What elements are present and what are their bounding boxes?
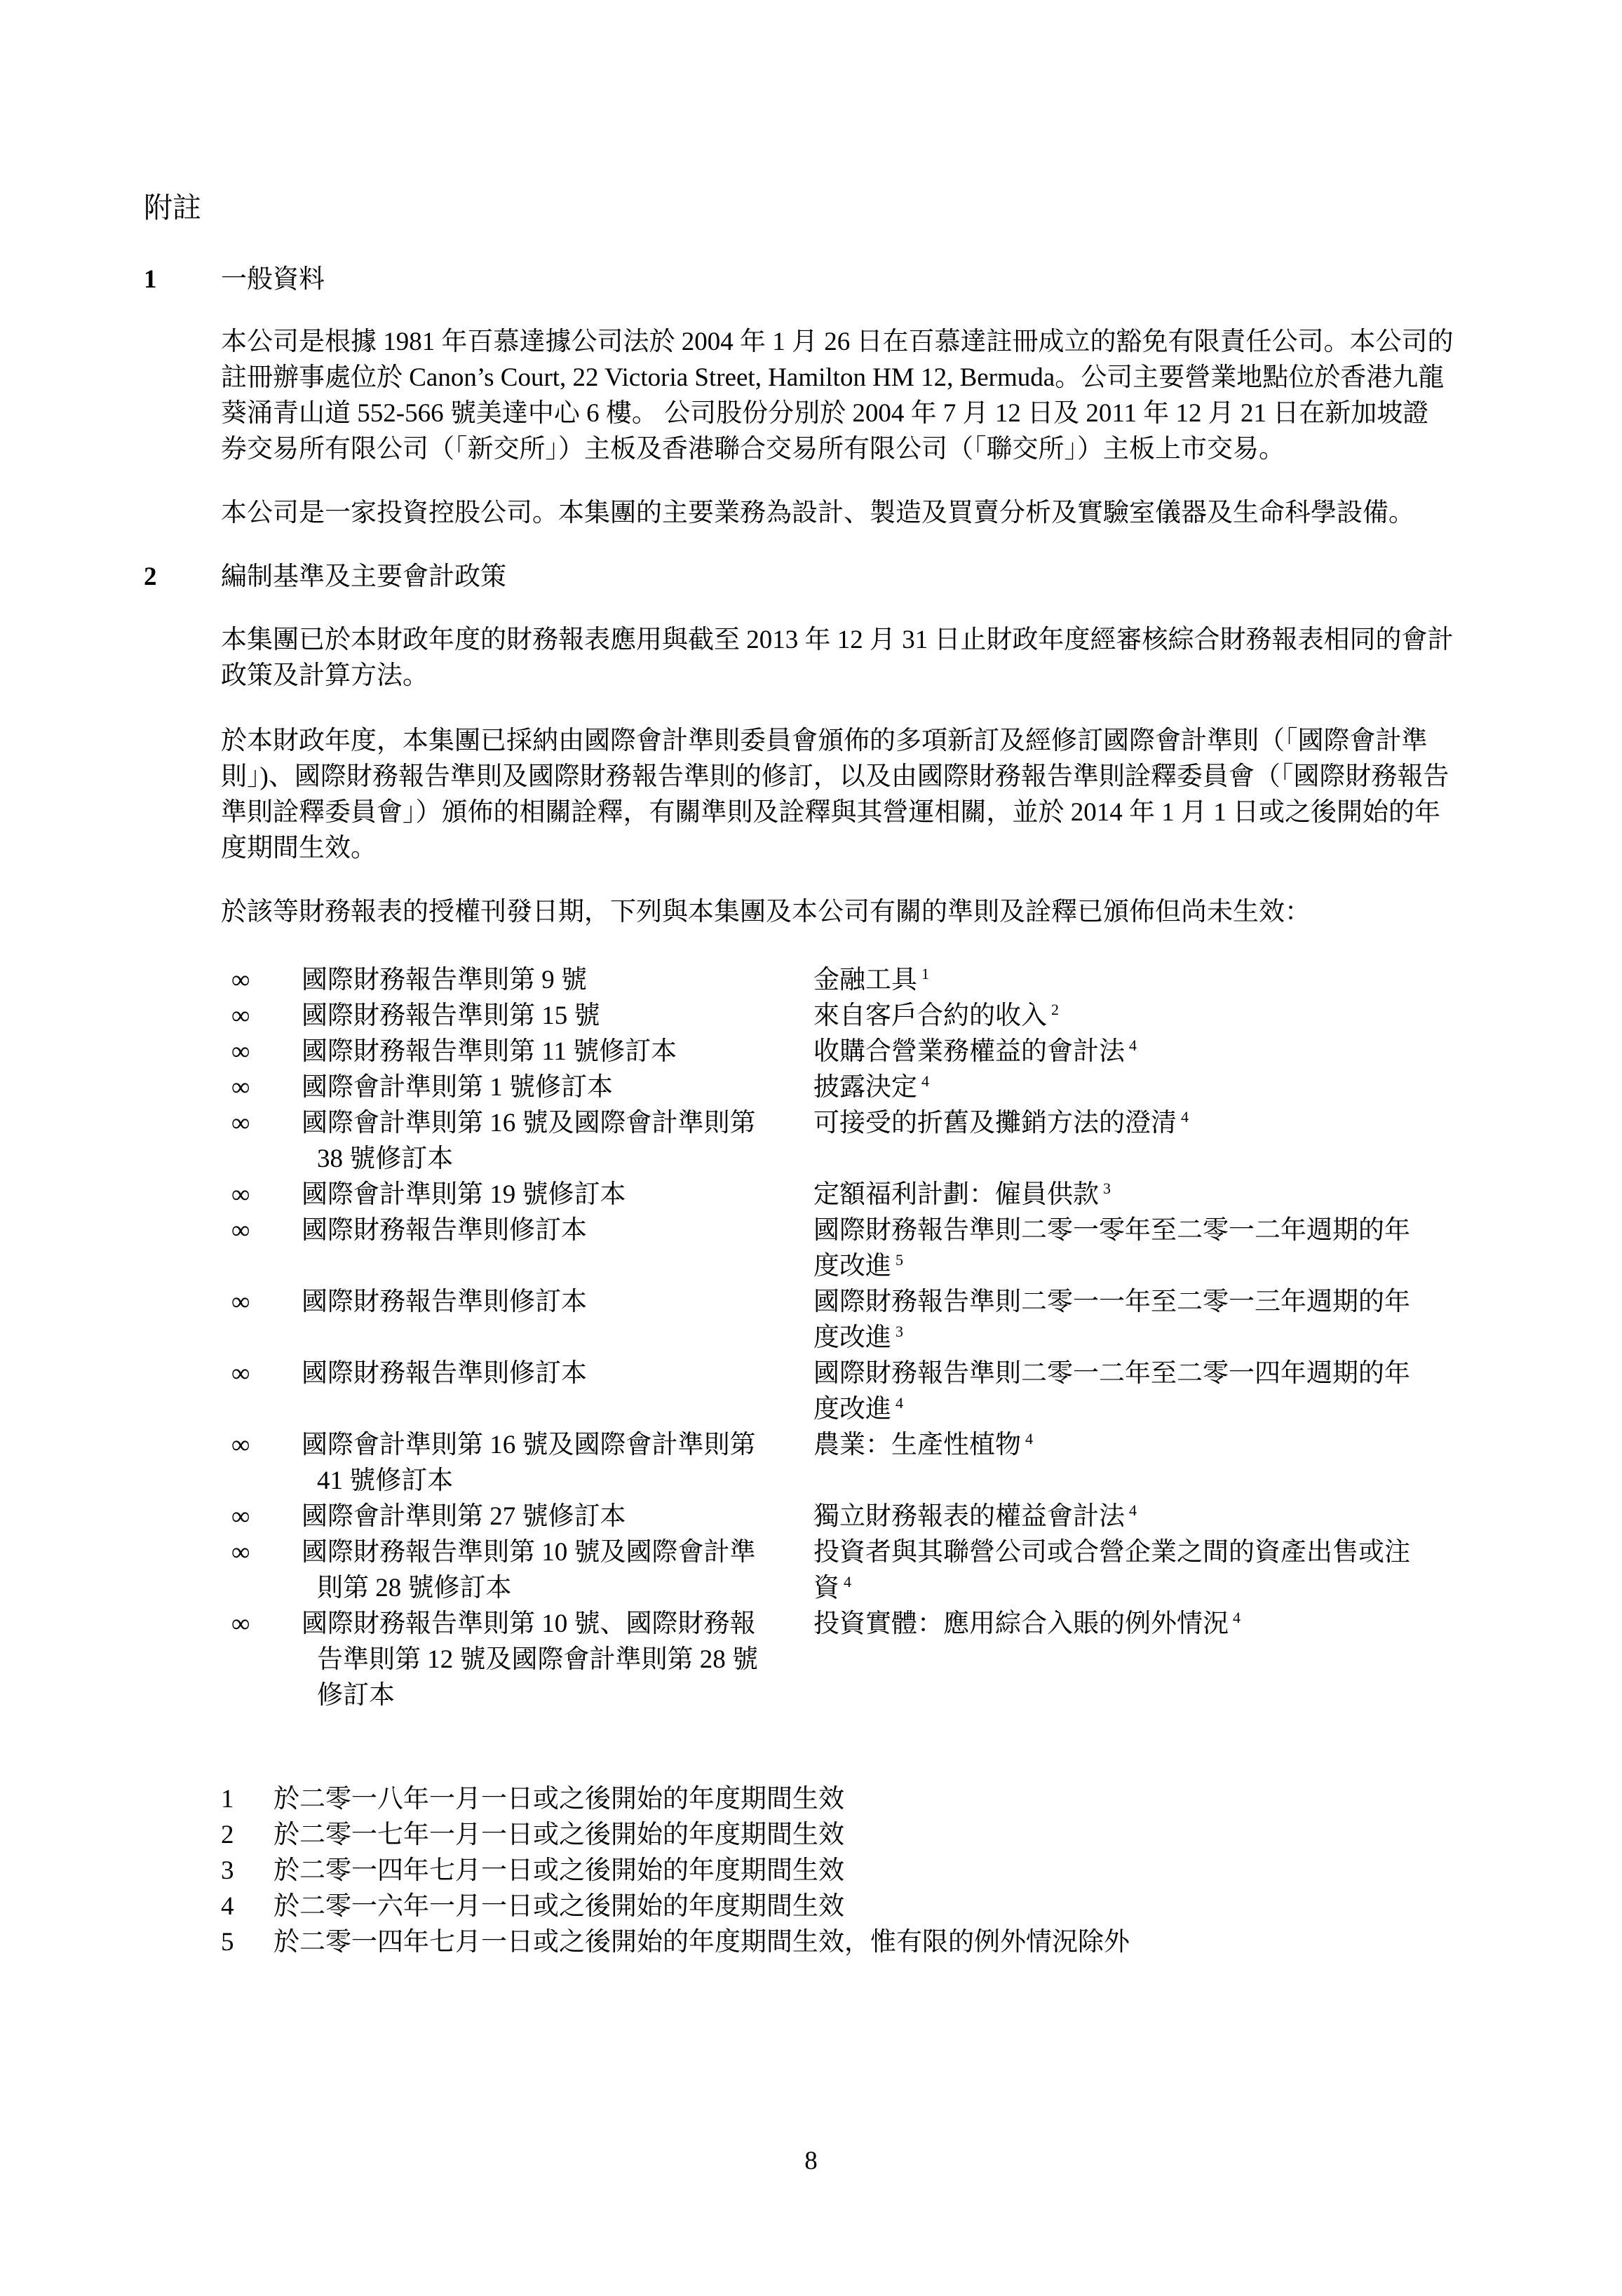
- standard-description: [813, 1606, 1480, 1642]
- bullet-symbol: ∞: [231, 1001, 250, 1030]
- list-item: [231, 1105, 1480, 1177]
- paragraph-line: 券交易所有限公司（「新交所」）主板及香港聯合交易所有限公司（「聯交所」）主板上市交易。: [221, 435, 1285, 464]
- standard-description: [813, 1534, 1480, 1606]
- paragraph-line: 度期間生效。: [221, 834, 377, 863]
- description-line: 農業：生產性植物: [813, 1431, 1021, 1459]
- standard-description: [813, 1499, 1480, 1534]
- paragraph-line: 準則詮釋委員會」）頒佈的相關詮釋，有關準則及詮釋與其營運相關，並於 2014 年 1 月 1 日或之後開始的年: [221, 798, 1440, 827]
- bullet-symbol: ∞: [231, 966, 250, 994]
- footnote-text: 於二零一八年一月一日或之後開始的年度期間生效: [273, 1785, 844, 1814]
- footnote-item: [221, 1781, 1469, 1817]
- list-item: [231, 1034, 1480, 1069]
- footnote-ref: 4: [1233, 1608, 1241, 1626]
- footnote-text: 於二零一六年一月一日或之後開始的年度期間生效: [273, 1892, 844, 1921]
- standard-name: [302, 1427, 806, 1499]
- description-line: 投資者與其聯營公司或合營企業之間的資產出售或注: [813, 1538, 1410, 1567]
- list-item: [231, 1534, 1480, 1606]
- footnote-ref: 5: [896, 1250, 903, 1269]
- description-line: 國際財務報告準則二零一一年至二零一三年週期的年: [813, 1288, 1410, 1316]
- standard-name: [302, 1499, 806, 1534]
- bullet-symbol: ∞: [231, 1073, 250, 1102]
- standard-description: [813, 1034, 1480, 1069]
- standard-name-line: 國際財務報告準則第 11 號修訂本: [302, 1037, 677, 1066]
- standard-name: [302, 962, 806, 998]
- footnote-text: 於二零一四年七月一日或之後開始的年度期間生效，惟有限的例外情況除外: [273, 1928, 1130, 1957]
- standard-name: [302, 1034, 806, 1069]
- footnote-ref: 4: [896, 1393, 903, 1412]
- standard-name: [302, 1606, 806, 1713]
- footnote-text: 於二零一七年一月一日或之後開始的年度期間生效: [273, 1821, 844, 1849]
- standard-name: [302, 998, 806, 1034]
- list-item: [231, 1356, 1480, 1427]
- footnote-ref: 4: [1129, 1501, 1137, 1519]
- footnote-ref: 4: [1025, 1429, 1033, 1447]
- description-line: 資: [813, 1574, 839, 1602]
- standard-description: [813, 1427, 1480, 1463]
- footnote-number: 2: [221, 1821, 234, 1849]
- description-line: 獨立財務報表的權益會計法: [813, 1502, 1125, 1531]
- footnote-ref: 2: [1051, 1000, 1059, 1018]
- standard-name-line: 國際會計準則第 1 號修訂本: [302, 1073, 613, 1102]
- standard-name-line: 修訂本: [317, 1681, 395, 1710]
- paragraph-line: 於本財政年度，本集團已採納由國際會計準則委員會頒佈的多項新訂及經修訂國際會計準則（「國際會計準: [221, 727, 1428, 755]
- standard-name: [302, 1534, 806, 1606]
- standard-name: [302, 1105, 806, 1177]
- description-line: 投資實體：應用綜合入賬的例外情況: [813, 1609, 1229, 1638]
- bullet-symbol: ∞: [231, 1288, 250, 1316]
- footnote-ref: 3: [1103, 1179, 1111, 1197]
- bullet-symbol: ∞: [231, 1359, 250, 1388]
- section-1-paragraph-1: [221, 324, 1504, 467]
- description-line: 定額福利計劃：僱員供款: [813, 1180, 1099, 1209]
- section-2-paragraph-3: [221, 894, 1504, 930]
- footnote-ref: 1: [921, 964, 929, 982]
- footnote-item: [221, 1924, 1469, 1960]
- bullet-symbol: ∞: [231, 1216, 250, 1245]
- footnote-ref: 4: [1181, 1107, 1189, 1126]
- bullet-symbol: ∞: [231, 1180, 250, 1209]
- standard-name-line: 國際財務報告準則第 9 號: [302, 966, 587, 994]
- standards-list: [231, 962, 1480, 1713]
- standard-name: [302, 1069, 806, 1105]
- standard-name-line: 國際財務報告準則修訂本: [302, 1359, 587, 1388]
- description-line: 可接受的折舊及攤銷方法的澄清: [813, 1109, 1177, 1137]
- standard-name-line: 則第 28 號修訂本: [317, 1574, 512, 1602]
- standard-name-line: 國際財務報告準則第 10 號、國際財務報: [302, 1609, 756, 1638]
- description-line: 國際財務報告準則二零一零年至二零一二年週期的年: [813, 1216, 1410, 1245]
- paragraph-line: 本公司是根據 1981 年百慕達據公司法於 2004 年 1 月 26 日在百慕達註冊成立的豁免有限責任公司。本公司的: [221, 327, 1454, 356]
- bullet-symbol: ∞: [231, 1109, 250, 1137]
- standard-description: [813, 1105, 1480, 1141]
- bullet-symbol: ∞: [231, 1037, 250, 1066]
- standard-name: [302, 1284, 806, 1320]
- description-line: 收購合營業務權益的會計法: [813, 1037, 1125, 1066]
- section-1-number: 1: [144, 265, 157, 294]
- standard-description: [813, 998, 1480, 1034]
- footnote-item: [221, 1817, 1469, 1853]
- list-item: [231, 1177, 1480, 1213]
- paragraph-line: 於該等財務報表的授權刊發日期，下列與本集團及本公司有關的準則及詮釋已頒佈但尚未生效：: [221, 898, 1311, 926]
- standard-name-line: 國際財務報告準則第 10 號及國際會計準: [302, 1538, 756, 1567]
- list-item: [231, 1284, 1480, 1356]
- footnote-text: 於二零一四年七月一日或之後開始的年度期間生效: [273, 1856, 844, 1885]
- standard-description: [813, 1069, 1480, 1105]
- standard-description: [813, 962, 1480, 998]
- footnote-number: 1: [221, 1785, 234, 1814]
- standard-description: [813, 1284, 1480, 1356]
- bullet-symbol: ∞: [231, 1502, 250, 1531]
- footnote-item: [221, 1889, 1469, 1924]
- standard-description: [813, 1177, 1480, 1213]
- description-line: 來自客戶合約的收入: [813, 1001, 1047, 1030]
- section-2-title: 編制基準及主要會計政策: [221, 562, 506, 591]
- standard-name-line: 38 號修訂本: [317, 1144, 454, 1173]
- page-number: 8: [804, 2147, 818, 2175]
- standard-name-line: 國際會計準則第 16 號及國際會計準則第: [302, 1109, 756, 1137]
- footnote-number: 3: [221, 1856, 234, 1885]
- list-item: [231, 1069, 1480, 1105]
- section-2-paragraph-2: [221, 723, 1504, 866]
- paragraph-line: 葵涌青山道 552-566 號美達中心 6 樓。 公司股份分別於 2004 年 7 月 12 日及 2011 年 12 月 21 日在新加坡證: [221, 399, 1429, 428]
- standard-name-line: 國際財務報告準則第 15 號: [302, 1001, 600, 1030]
- footnote-ref: 4: [921, 1072, 929, 1090]
- paragraph-line: 則」)、國際財務報告準則及國際財務報告準則的修訂，以及由國際財務報告準則詮釋委員會（「國際財務報告: [221, 762, 1449, 791]
- standard-name-line: 國際會計準則第 19 號修訂本: [302, 1180, 626, 1209]
- description-line: 度改進: [813, 1323, 891, 1352]
- bullet-symbol: ∞: [231, 1538, 250, 1567]
- footnote-item: [221, 1853, 1469, 1889]
- standard-name-line: 41 號修訂本: [317, 1466, 454, 1495]
- standard-name: [302, 1177, 806, 1213]
- list-item: [231, 1499, 1480, 1534]
- paragraph-line: 註冊辦事處位於 Canon’s Court, 22 Victoria Street, Hamilton HM 12, Bermuda。公司主要營業地點位於香港九龍: [221, 363, 1445, 392]
- section-2-paragraph-1: [221, 622, 1504, 694]
- list-item: [231, 1606, 1480, 1713]
- footnote-number: 5: [221, 1928, 234, 1957]
- standard-name-line: 國際會計準則第 27 號修訂本: [302, 1502, 626, 1531]
- paragraph-line: 政策及計算方法。: [221, 661, 428, 690]
- paragraph-line: 本集團已於本財政年度的財務報表應用與截至 2013 年 12 月 31 日止財政年度經審核綜合財務報表相同的會計: [221, 626, 1454, 654]
- paragraph-line: 本公司是一家投資控股公司。本集團的主要業務為設計、製造及買賣分析及實驗室儀器及生命科學設備。: [221, 499, 1414, 527]
- description-line: 披露決定: [813, 1073, 917, 1102]
- description-line: 度改進: [813, 1395, 891, 1424]
- footnote-ref: 3: [896, 1322, 903, 1340]
- standard-name-line: 告準則第 12 號及國際會計準則第 28 號: [317, 1645, 758, 1674]
- standard-name-line: 國際財務報告準則修訂本: [302, 1288, 587, 1316]
- standard-name-line: 國際會計準則第 16 號及國際會計準則第: [302, 1431, 756, 1459]
- footnote-number: 4: [221, 1892, 234, 1921]
- footnote-ref: 4: [844, 1572, 851, 1591]
- standard-description: [813, 1213, 1480, 1284]
- list-item: [231, 962, 1480, 998]
- list-item: [231, 1213, 1480, 1284]
- list-item: [231, 1427, 1480, 1499]
- list-item: [231, 998, 1480, 1034]
- section-2-number: 2: [144, 562, 157, 591]
- page-heading: 附註: [144, 191, 201, 224]
- description-line: 國際財務報告準則二零一二年至二零一四年週期的年: [813, 1359, 1410, 1388]
- standard-name-line: 國際財務報告準則修訂本: [302, 1216, 587, 1245]
- description-line: 金融工具: [813, 966, 917, 994]
- footnotes: [221, 1781, 1469, 1960]
- footnote-ref: 4: [1129, 1036, 1137, 1054]
- standard-name: [302, 1213, 806, 1248]
- bullet-symbol: ∞: [231, 1431, 250, 1459]
- standard-name: [302, 1356, 806, 1391]
- bullet-symbol: ∞: [231, 1609, 250, 1638]
- section-1-paragraph-2: [221, 495, 1504, 531]
- section-1-title: 一般資料: [221, 265, 325, 294]
- description-line: 度改進: [813, 1252, 891, 1281]
- standard-description: [813, 1356, 1480, 1427]
